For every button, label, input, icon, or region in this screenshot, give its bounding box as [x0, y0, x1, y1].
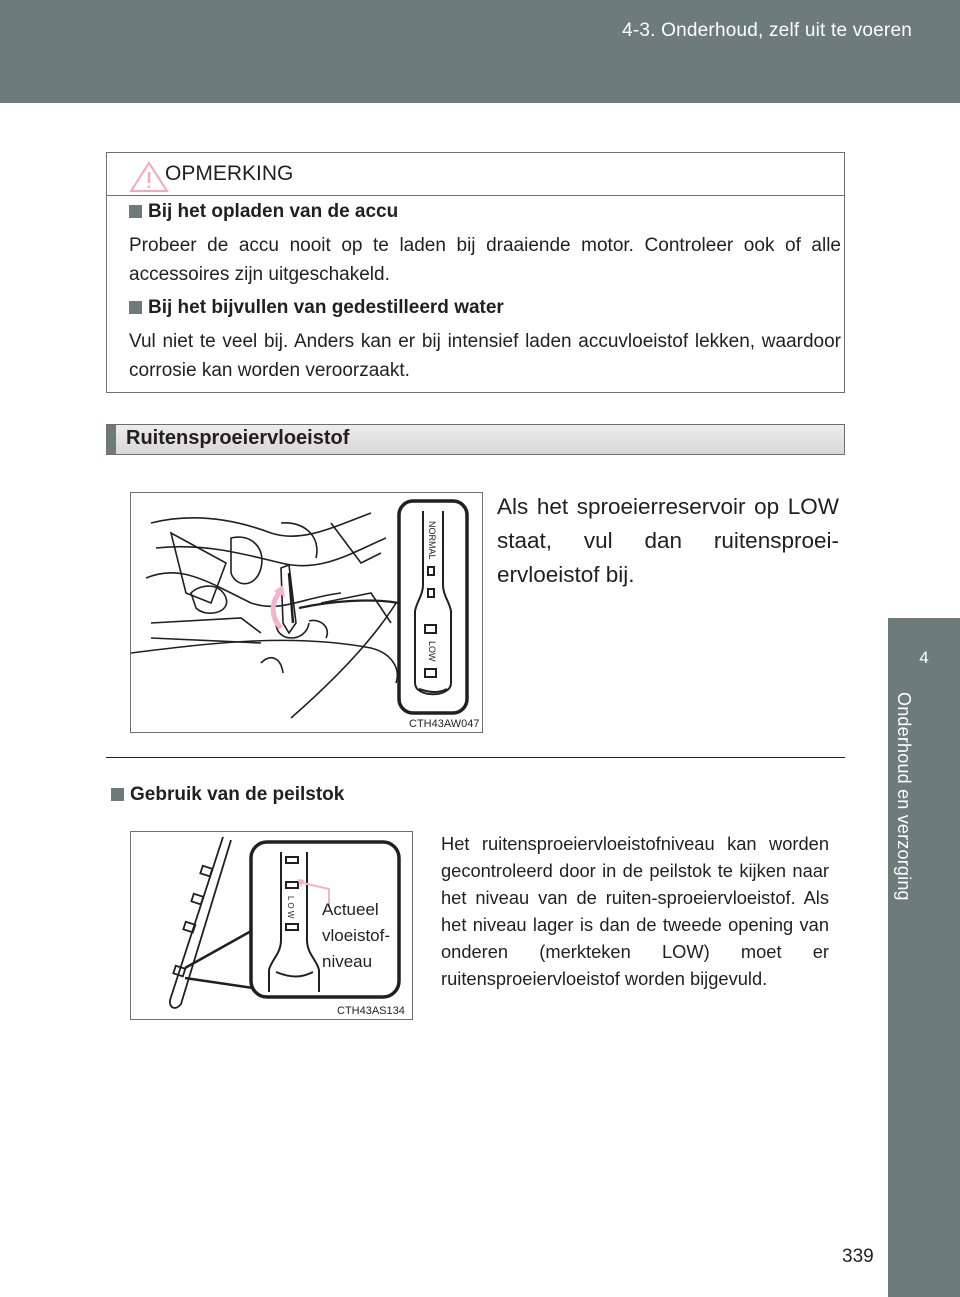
- notice-item-heading: Bij het opladen van de accu: [129, 201, 398, 223]
- notice-item-heading: Bij het bijvullen van gedestilleerd water: [129, 297, 504, 319]
- bullet-square-icon: [111, 788, 124, 801]
- header-band: [0, 0, 960, 103]
- low-label: LOW: [427, 641, 437, 662]
- section-accent: [107, 425, 116, 454]
- engine-bay-figure: [130, 492, 483, 733]
- notice-item-text: Probeer de accu nooit op te laden bij draaiende motor. Controleer ook of alle accessoires zijn uitgeschakeld.: [129, 235, 841, 285]
- section-title: Ruitensproeiervloeistof: [126, 427, 350, 449]
- bullet-square-icon: [129, 205, 142, 218]
- chapter-tab-label: Onderhoud en verzorging: [894, 692, 914, 901]
- subsection-paragraph: Het ruitensproeiervloeistofniveau kan worden gecontroleerd door in de peilstok te kijken naar het niveau van de ruiten-sproeiervloeistof. Als het niveau lager is dan de tweede opening van onderen (merkteken LOW) moet er ruitensproeiervloeistof worden bijgevuld.: [441, 833, 829, 989]
- bullet-square-icon: [129, 301, 142, 314]
- chapter-number: 4: [919, 648, 929, 667]
- normal-label: NORMAL: [427, 521, 437, 560]
- washer-reservoir-illustration: [131, 493, 482, 732]
- section-paragraph: Als het sproeierreservoir op LOW staat, vul dan ruitensproei-ervloeistof bij.: [497, 494, 839, 587]
- page-number: 339: [842, 1246, 874, 1267]
- warning-triangle-icon: [129, 161, 169, 193]
- notice-box: [106, 152, 845, 393]
- figure-code: CTH43AW047: [409, 718, 480, 730]
- notice-header: [107, 153, 844, 196]
- divider-line: [106, 757, 845, 758]
- notice-title: OPMERKING: [165, 162, 294, 185]
- notice-item-text: Vul niet te veel bij. Anders kan er bij intensief laden accuvloeistof lekken, waardoor corrosie kan worden veroorzaakt.: [129, 331, 841, 381]
- section-header: [106, 424, 845, 455]
- subsection-heading: Gebruik van de peilstok: [111, 784, 344, 806]
- low-label: L O W: [286, 896, 295, 919]
- level-callout: Actueel vloeistof- niveau: [322, 900, 391, 971]
- figure-code: CTH43AS134: [337, 1005, 405, 1017]
- chapter-title: 4-3. Onderhoud, zelf uit te voeren: [622, 20, 912, 41]
